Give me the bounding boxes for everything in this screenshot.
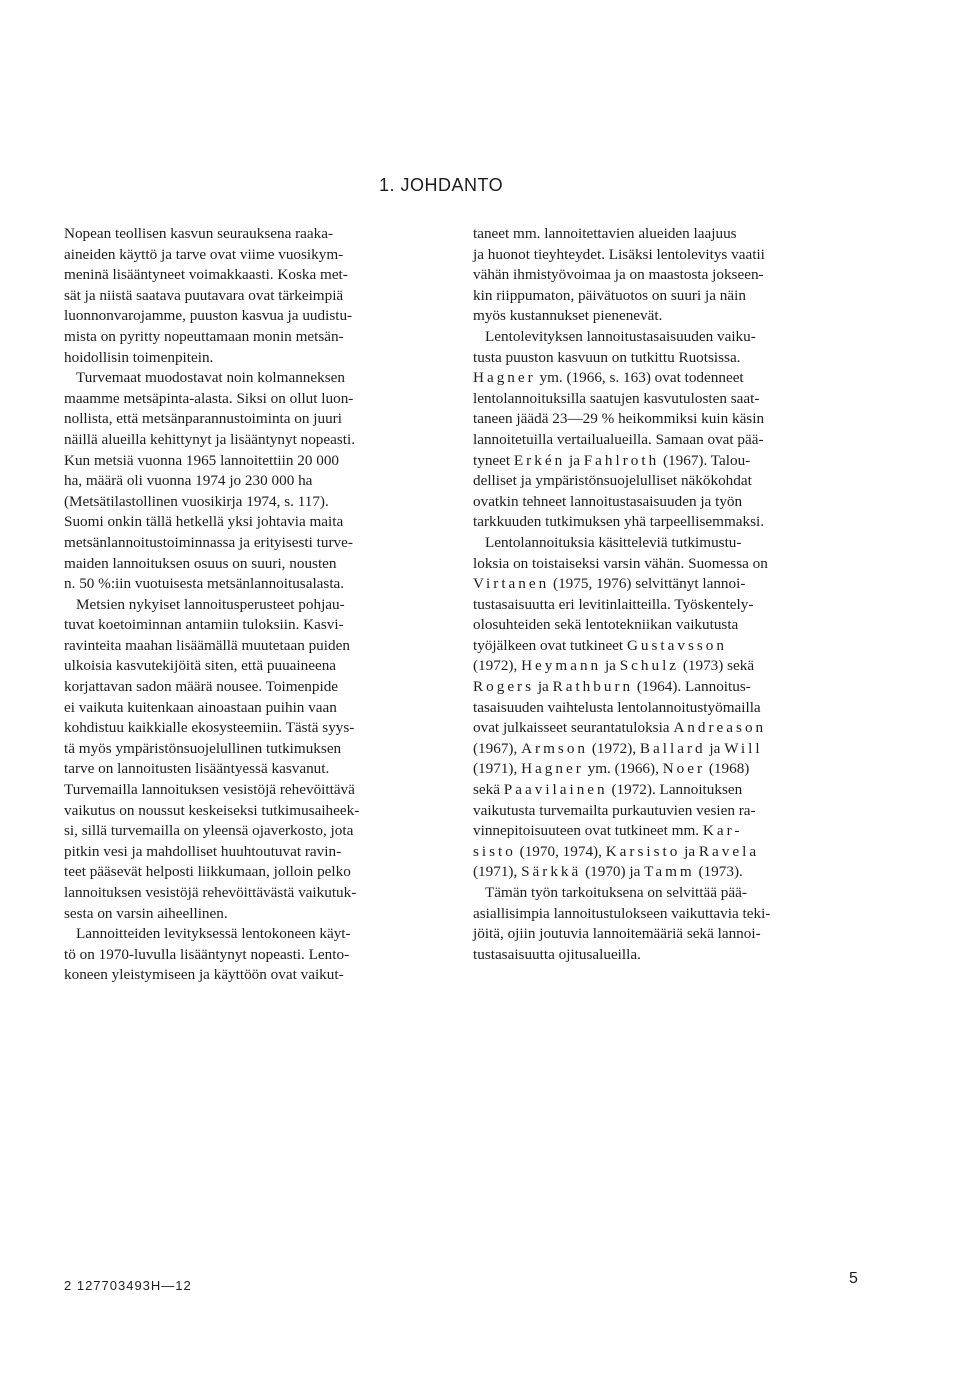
text-span: ym. (1966), — [583, 760, 663, 778]
text-line: vähän ihmistyövoimaa ja on maastosta jokseen- — [473, 266, 764, 284]
text-line: taneet mm. lannoitettavien alueiden laajuus — [473, 225, 737, 242]
text-line: Nopean teollisen kasvun seurauksena raaka- — [64, 225, 334, 242]
author-name: Erkén — [513, 451, 566, 469]
text-line: Lentolannoituksia käsitteleviä tutkimustu- — [485, 533, 742, 551]
author-name: Will — [724, 739, 763, 757]
text-span: (1967). Talou- — [659, 451, 751, 469]
text-line: aineiden käyttö ja tarve ovat viime vuosikym- — [64, 245, 344, 263]
section-heading: 1. JOHDANTO — [379, 175, 504, 195]
text-line: lannoituksen vesistöjä rehevöittävästä vaikutuk- — [64, 884, 357, 901]
text-line — [473, 759, 770, 780]
text-span: (1972). Lannoituksen — [607, 781, 743, 799]
page-number: 5 — [849, 1270, 858, 1287]
text-line — [473, 636, 770, 657]
author-name: Andreason — [673, 719, 767, 737]
text-line: koneen yleistymiseen ja käyttöön ovat vaikut- — [64, 966, 344, 984]
author-name: Rathburn — [552, 678, 634, 696]
text-line: sesta on varsin aiheellinen. — [64, 904, 228, 922]
author-name: Heymann — [521, 657, 602, 675]
text-line: n. 50 %:iin vuotuisesta metsänlannoitusalasta. — [64, 575, 345, 593]
print-code: 2 127703493H—12 — [64, 1278, 192, 1293]
text-span: ja — [705, 739, 725, 757]
text-span: tyneet — [473, 451, 514, 469]
text-span: ja — [680, 842, 699, 860]
text-line: mista on pyritty nopeuttamaan monin metsän- — [64, 327, 344, 345]
text-span: (1975, 1976) selvittänyt lannoi- — [549, 575, 746, 593]
text-line — [473, 677, 770, 698]
text-line — [473, 739, 770, 760]
text-line: Turvemaat muodostavat noin kolmanneksen — [76, 369, 345, 387]
author-name: sisto — [473, 842, 516, 860]
author-name: Armson — [521, 739, 589, 757]
left-column — [64, 224, 359, 986]
text-line: Lentolevityksen lannoitustasaisuuden vaiku- — [485, 327, 756, 345]
text-span: (1964). Lannoitus- — [633, 678, 751, 696]
author-name: Fahlroth — [583, 451, 660, 469]
text-line — [473, 451, 770, 472]
author-name: Schulz — [619, 657, 680, 675]
text-line: maiden lannoituksen osuus on suuri, nousten — [64, 554, 337, 572]
text-span: (1973). — [694, 863, 743, 881]
text-line — [473, 821, 770, 842]
author-name: Gustavsson — [626, 636, 727, 654]
text-line: Suomi onkin tällä hetkellä yksi johtavia maita — [64, 513, 344, 531]
text-span: ym. (1966, s. 163) ovat todenneet — [535, 369, 744, 387]
text-line: ravinteita maahan lisäämällä muutetaan puiden — [64, 636, 350, 654]
text-span: (1971), — [473, 863, 522, 881]
text-line: olosuhteiden sekä lentotekniikan vaikutusta — [473, 616, 739, 634]
author-name: Paavilainen — [503, 781, 608, 799]
text-line: tö on 1970-luvulla lisääntynyt nopeasti. Lento- — [64, 945, 350, 963]
text-line: myös kustannukset pienenevät. — [473, 307, 663, 325]
text-line: (Metsätilastollinen vuosikirja 1974, s. 117). — [64, 492, 329, 510]
text-span: ja — [601, 657, 620, 675]
text-line: tuvat koetoiminnan antamiin tuloksiin. Kasvi- — [64, 616, 344, 634]
text-line: maamme metsäpinta-alasta. Siksi on ollut luon- — [64, 389, 354, 407]
text-line: tarkkuuden tutkimuksen yhä tarpeellisemmaksi. — [473, 513, 765, 531]
author-name: Hagner — [473, 369, 536, 387]
text-line: tusta puuston kasvuun on tutkittu Ruotsissa. — [473, 348, 741, 366]
text-line: kin riippumaton, päivätuotos on suuri ja näin — [473, 286, 746, 304]
text-line: ha, määrä oli vuonna 1974 jo 230 000 ha — [64, 472, 313, 490]
text-line: si, sillä turvemailla on yleensä ojaverkosto, jota — [64, 822, 354, 840]
text-line: vaikutusta turvemailta purkautuvien vesien ra- — [473, 801, 756, 819]
text-line: Metsien nykyiset lannoitusperusteet pohjau- — [76, 595, 345, 613]
text-span: vinnepitoisuuteen ovat tutkineet mm. — [473, 822, 703, 840]
text-span: (1970) ja — [581, 863, 645, 881]
text-line — [473, 862, 770, 883]
text-line: ulkoisia kasvutekijöitä siten, että puuaineena — [64, 657, 337, 675]
right-column — [473, 224, 770, 965]
text-line: näillä alueilla kehittynyt ja lisääntynyt nopeasti. — [64, 430, 356, 448]
text-line: Tämän työn tarkoituksena on selvittää pää- — [485, 884, 747, 901]
text-span: (1972), — [473, 657, 522, 675]
text-line: tä myös ympäristönsuojelullinen tutkimuksen — [64, 739, 342, 757]
text-line: ei vaikuta kuitenkaan ainoastaan puihin vaan — [64, 698, 337, 716]
text-line: meninä lisääntyneet voimakkaasti. Koska met- — [64, 266, 348, 284]
text-line: ja huonot tieyhteydet. Lisäksi lentolevitys vaatii — [473, 245, 765, 263]
text-line: tarve on lannoitusten lisääntyessä kasvanut. — [64, 760, 330, 778]
text-line — [473, 842, 770, 863]
text-line: ovatkin tehneet lannoitustasaisuuden ja työn — [473, 492, 743, 510]
author-name: Karsisto — [605, 842, 681, 860]
text-line: tasaisuuden vaihtelusta lentolannoitustyömailla — [473, 698, 761, 716]
text-line: lentolannoituksilla saatujen kasvutulosten saat- — [473, 389, 760, 407]
author-name: Särkkä — [521, 863, 582, 881]
text-line: hoidollisin toimenpitein. — [64, 348, 214, 366]
author-name: Rogers — [473, 678, 535, 696]
text-line: lannoitetuilla vertailualueilla. Samaan ovat pää- — [473, 430, 764, 448]
author-name: Virtanen — [473, 575, 550, 593]
text-line — [473, 368, 770, 389]
text-line: sät ja niistä saatava puutavara ovat tärkeimpiä — [64, 286, 344, 304]
author-name: Tamm — [644, 863, 695, 881]
text-span: sekä — [473, 781, 504, 799]
text-span: (1967), — [473, 739, 522, 757]
author-name: Ravela — [698, 842, 760, 860]
text-span: (1973) sekä — [679, 657, 755, 675]
author-name: Noer — [662, 760, 706, 778]
text-line: kohdistuu kaikkialle ekosysteemiin. Tästä syys- — [64, 719, 355, 737]
text-span: (1971), — [473, 760, 522, 778]
text-line — [473, 718, 770, 739]
text-line: nollista, että metsänparannustoiminta on juuri — [64, 410, 342, 428]
text-line: tustasaisuutta ojitusalueilla. — [473, 945, 641, 963]
text-line: tustasaisuutta eri levitinlaitteilla. Työskentely- — [473, 595, 754, 613]
text-line — [473, 656, 770, 677]
text-line: Kun metsiä vuonna 1965 lannoitettiin 20 000 — [64, 451, 340, 469]
text-line: loksia on toistaiseksi varsin vähän. Suomessa on — [473, 554, 768, 572]
text-line: Turvemailla lannoituksen vesistöjä rehevöittävä — [64, 781, 355, 799]
text-span: ja — [534, 678, 553, 696]
author-name: Ballard — [639, 739, 706, 757]
text-line: korjattavan sadon määrä nousee. Toimenpide — [64, 678, 339, 696]
author-name: Kar- — [702, 822, 743, 840]
text-line: luonnonvarojamme, puuston kasvua ja uudistu- — [64, 307, 353, 325]
text-line: Lannoitteiden levityksessä lentokoneen käyt- — [76, 925, 351, 943]
text-line: taneen jäädä 23—29 % heikommiksi kuin käsin — [473, 410, 765, 428]
text-line — [473, 780, 770, 801]
text-line: pitkin vesi ja mahdolliset huuhtoutuvat ravin- — [64, 842, 342, 860]
text-span: (1970, 1974), — [515, 842, 606, 860]
text-line: vaikutus on noussut keskeiseksi tutkimusaiheek- — [64, 801, 360, 819]
text-line: delliset ja ympäristönsuojelulliset näkökohdat — [473, 472, 752, 490]
text-span: (1972), — [588, 739, 640, 757]
text-span: ovat julkaisseet seurantatuloksia — [473, 719, 674, 737]
text-line: jöitä, ojiin joutuvia lannoitemääriä sekä lannoi- — [473, 925, 761, 943]
text-line: metsänlannoitustoiminnassa ja erityisesti turve- — [64, 533, 353, 551]
text-span: työjälkeen ovat tutkineet — [473, 636, 627, 654]
author-name: Hagner — [521, 760, 584, 778]
text-line — [473, 574, 770, 595]
text-line: teet pääsevät helposti liikkumaan, jolloin pelko — [64, 863, 351, 881]
text-span: ja — [565, 451, 584, 469]
text-span: (1968) — [705, 760, 750, 778]
text-line: asiallisimpia lannoitustulokseen vaikuttavia teki- — [473, 904, 771, 922]
